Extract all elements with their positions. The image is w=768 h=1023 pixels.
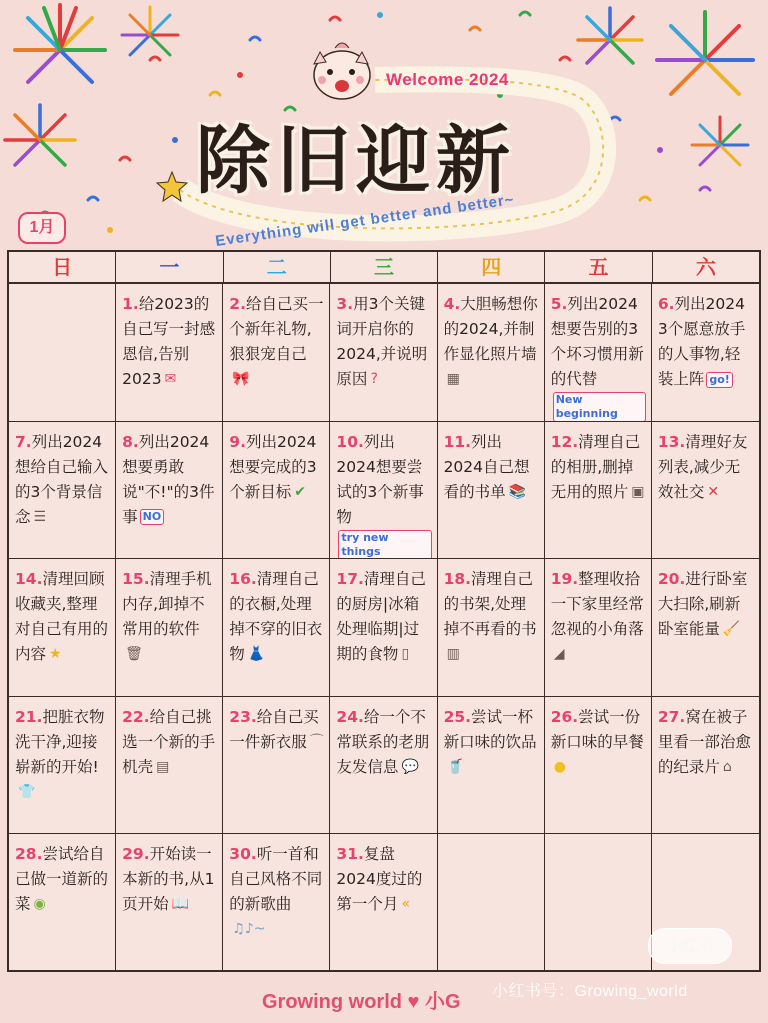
day-task-text: 列出2024想要勇敢说"不!"的3件事 xyxy=(122,432,215,526)
calendar-empty-cell xyxy=(438,834,545,972)
dress-icon: 👗 xyxy=(247,646,266,663)
calendar-day-10 xyxy=(330,422,437,560)
phone-case-icon: ▤ xyxy=(156,758,170,775)
day-number: 6. xyxy=(657,295,675,313)
day-number: 27. xyxy=(657,707,686,726)
calendar-days xyxy=(9,284,759,972)
rewind-icon: « xyxy=(401,896,411,913)
bookshelf-icon: ▥ xyxy=(446,646,460,663)
calendar-day-4 xyxy=(438,284,545,422)
calendar-day-21 xyxy=(9,697,116,835)
day-number: 18. xyxy=(443,570,472,589)
day-number: 25. xyxy=(443,707,472,726)
day-task-text: 列出2024想要完成的3个新目标 xyxy=(229,432,317,501)
open-book-icon: 📖 xyxy=(171,896,190,913)
day-number: 23. xyxy=(229,707,257,726)
day-number: 31. xyxy=(336,845,364,864)
calendar-day-17 xyxy=(330,559,437,697)
day-task-text: 给一个不常联系的老朋友发信息 xyxy=(336,707,430,776)
signature-text: Growing world ♥ 小G xyxy=(262,991,461,1013)
picture-icon: ▣ xyxy=(631,483,645,500)
day-task-text: 尝试一份新口味的早餐 xyxy=(550,707,644,751)
day-task-text: 清理自己的相册,删掉无用的照片 xyxy=(550,432,641,501)
welcome-text: Welcome 2024 xyxy=(386,70,509,89)
calendar-day-6 xyxy=(652,284,759,422)
calendar-day-26 xyxy=(545,697,652,835)
day-task-text: 清理好友列表,减少无效社交 xyxy=(657,432,748,501)
month-badge: 1月 xyxy=(18,212,66,244)
day-number: 16. xyxy=(229,570,257,589)
day-number: 5. xyxy=(550,295,568,313)
day-task-text: 用3个关键词开启你的2024,并说明原因 xyxy=(336,295,428,388)
weekday-header-row xyxy=(9,252,759,284)
day-number: 30. xyxy=(229,845,257,864)
day-number: 28. xyxy=(15,845,43,864)
day-number: 15. xyxy=(122,570,150,589)
calendar-day-19 xyxy=(545,559,652,697)
day-number: 2. xyxy=(229,295,246,313)
day-task-text: 复盘2024度过的第一个月 xyxy=(336,845,423,914)
day-number: 26. xyxy=(550,707,579,726)
weekday-sun: 日 xyxy=(9,252,116,282)
fridge-icon: ▯ xyxy=(401,646,410,663)
weekday-tue: 二 xyxy=(224,252,331,282)
day-number: 9. xyxy=(229,432,246,451)
day-task-text: 把脏衣物洗干净,迎接崭新的开始! xyxy=(15,707,105,776)
day-task-text: 给自己买一件新衣服 xyxy=(229,707,319,751)
sticker-tag: NO xyxy=(140,509,165,525)
cross-icon: ✕ xyxy=(707,483,720,500)
calendar-day-27 xyxy=(652,697,759,835)
sweater-icon: 👕 xyxy=(18,783,36,800)
drink-icon: 🥤 xyxy=(446,758,464,775)
tagline-text: Everything will get better and better~ xyxy=(214,191,516,250)
weekday-thu: 四 xyxy=(438,252,545,282)
music-icon: ♫♪~ xyxy=(232,921,266,938)
weekday-sat: 六 xyxy=(695,255,716,279)
calendar-day-22 xyxy=(116,697,223,835)
calendar-day-25 xyxy=(438,697,545,835)
check-icon: ✔ xyxy=(294,483,307,500)
day-task-text: 开始读一本新的书,从1页开始 xyxy=(122,845,215,914)
broom-icon: 🧹 xyxy=(722,621,741,638)
page-title: 除旧迎新 xyxy=(196,118,516,204)
calendar-day-20 xyxy=(652,559,759,697)
calendar-day-30 xyxy=(223,834,330,972)
day-task-text: 窝在被子里看一部治愈的纪录片 xyxy=(657,707,751,776)
hanger-icon: ⌒ xyxy=(309,733,324,750)
calendar-day-2 xyxy=(223,284,330,422)
day-task-text: 进行卧室大扫除,刷新卧室能量 xyxy=(657,570,748,639)
calendar-day-9 xyxy=(223,422,330,560)
weekday-wed: 三 xyxy=(331,252,438,282)
calendar-day-24 xyxy=(330,697,437,835)
watermark-text: 小红书号：Growing_world xyxy=(492,983,688,1000)
day-number: 14. xyxy=(15,570,43,589)
calendar-day-14 xyxy=(9,559,116,697)
star-icon: ★ xyxy=(49,646,62,663)
day-number: 8. xyxy=(122,432,139,451)
day-number: 11. xyxy=(443,432,472,451)
calendar-day-13 xyxy=(652,422,759,560)
day-task-text: 清理回顾收藏夹,整理对自己有用的内容 xyxy=(15,570,109,664)
calendar-day-28 xyxy=(9,834,116,972)
day-number: 21. xyxy=(15,707,43,726)
day-task-text: 清理自己的衣橱,处理掉不穿的旧衣物 xyxy=(229,570,323,664)
day-task-text: 清理自己的书架,处理掉不再看的书 xyxy=(443,570,537,639)
calendar-grid xyxy=(7,250,761,972)
calendar-day-3 xyxy=(330,284,437,422)
calendar-day-1 xyxy=(116,284,223,422)
sticker-tag: try new things xyxy=(338,530,431,560)
day-task-text: 清理手机内存,卸掉不常用的软件 xyxy=(122,570,212,639)
day-task-text: 尝试给自己做一道新的菜 xyxy=(15,845,109,914)
dragon-mascot-icon xyxy=(300,20,390,110)
day-task-text: 列出2024想给自己输入的3个背景信念 xyxy=(15,432,109,526)
day-task-text: 列出2024自己想看的书单 xyxy=(443,432,530,501)
calendar-day-31 xyxy=(330,834,437,972)
calendar-day-23 xyxy=(223,697,330,835)
xiaohongshu-logo: 小红书 xyxy=(648,928,732,964)
calendar-day-29 xyxy=(116,834,223,972)
day-number: 20. xyxy=(657,570,686,589)
corner-icon: ◢ xyxy=(553,646,565,663)
day-number: 17. xyxy=(336,570,364,589)
trash-icon: 🗑 xyxy=(125,646,143,663)
day-task-text: 给自己买一个新年礼物,狠狠宠自己 xyxy=(229,295,324,363)
day-task-text: 尝试一杯新口味的饮品 xyxy=(443,707,537,751)
chat-icon: 💬 xyxy=(401,758,419,775)
day-number: 4. xyxy=(443,295,461,313)
egg-icon: ● xyxy=(553,758,566,775)
day-number: 19. xyxy=(550,570,579,589)
calendar-day-5 xyxy=(545,284,652,422)
calendar-day-15 xyxy=(116,559,223,697)
weekday-mon: 一 xyxy=(116,252,223,282)
day-task-text: 清理自己的厨房|冰箱处理临期|过期的食物 xyxy=(336,570,426,664)
day-number: 1. xyxy=(122,295,139,313)
day-number: 22. xyxy=(122,707,150,726)
day-task-text: 给自己挑选一个新的手机壳 xyxy=(122,707,216,776)
books-icon: 📚 xyxy=(508,483,527,500)
calendar-day-18 xyxy=(438,559,545,697)
day-number: 24. xyxy=(336,707,364,726)
day-number: 7. xyxy=(15,432,32,451)
calendar-day-12 xyxy=(545,422,652,560)
day-number: 12. xyxy=(550,432,579,451)
sticker-tag: go! xyxy=(706,372,732,388)
calendar-day-16 xyxy=(223,559,330,697)
note-icon: ☰ xyxy=(33,508,47,525)
day-number: 10. xyxy=(336,432,364,451)
question-icon: ? xyxy=(370,371,378,387)
sticker-tag: New beginning xyxy=(553,392,646,422)
calendar-day-8 xyxy=(116,422,223,560)
day-number: 13. xyxy=(657,432,686,451)
calendar-empty-cell xyxy=(9,284,116,422)
day-task-text: 听一首和自己风格不同的新歌曲 xyxy=(229,845,323,914)
day-task-text: 大胆畅想你的2024,并制作显化照片墙 xyxy=(443,295,538,363)
day-task-text: 整理收拾一下家里经常忽视的小角落 xyxy=(550,570,644,639)
photo-wall-icon: ▦ xyxy=(446,371,460,387)
weekday-fri: 五 xyxy=(545,252,652,282)
day-number: 3. xyxy=(336,295,354,313)
gift-icon: 🎀 xyxy=(232,371,250,387)
dish-icon: ◉ xyxy=(33,896,46,913)
envelope-icon: ✉ xyxy=(164,371,177,387)
day-task-text: 列出2024想要告别的3个坏习惯用新的代替 xyxy=(550,295,644,388)
calendar-day-7 xyxy=(9,422,116,560)
day-number: 29. xyxy=(122,845,150,864)
day-task-text: 列出2024 3个愿意放手的人事物,轻装上阵 xyxy=(657,295,746,388)
day-task-text: 列出2024想要尝试的3个新事物 xyxy=(336,432,424,526)
calendar-empty-cell xyxy=(545,834,652,972)
calendar-day-11 xyxy=(438,422,545,560)
lamp-icon: ⌂ xyxy=(722,758,732,775)
day-task-text: 给2023的自己写一封感恩信,告别2023 xyxy=(122,295,216,388)
